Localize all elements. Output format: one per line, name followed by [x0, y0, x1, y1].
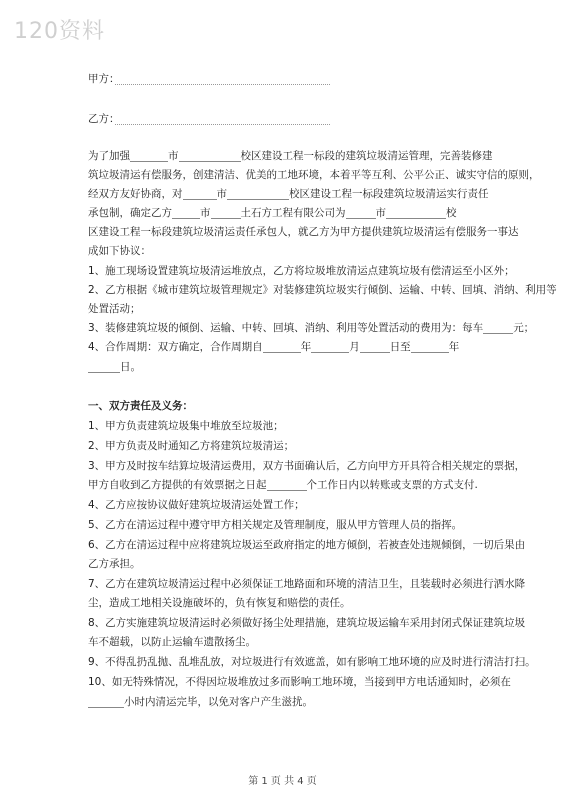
text: 市: [168, 150, 179, 162]
text: 校: [446, 207, 457, 219]
text: 承包制，确定乙方: [88, 207, 172, 219]
text: 年: [448, 341, 460, 353]
duty-6a: 6、乙方在清运过程中应将建筑垃圾运至政府指定的地方倾倒，若被查处违规倾倒，一切后果由: [88, 539, 526, 551]
blank: [411, 341, 449, 353]
party-b-line: [115, 124, 330, 125]
intro-line-2: 筑垃圾清运有偿服务，创建清洁、优美的工地环境，本着平等互利、公平公正、诚实守信的原则，: [88, 169, 540, 181]
party-a-line: [115, 84, 330, 85]
blank: [483, 322, 513, 334]
clause-1: 1、施工现场设置建筑垃圾清运堆放点，乙方将垃圾堆放清运点建筑垃圾有偿清运至小区外；: [88, 265, 515, 277]
blank: [346, 207, 376, 219]
clause-2a: 2、乙方根据《城市建筑垃圾管理规定》对装修建筑垃圾实行倾倒、运输、中转、回填、消纳、利用等: [88, 284, 557, 296]
text: 经双方友好协商，对: [88, 188, 183, 200]
text: 日。: [120, 361, 141, 373]
text: 甲方自收到乙方提供的有效票据之日起: [88, 479, 267, 491]
blank: [88, 696, 124, 708]
intro-line-4: [88, 207, 457, 219]
party-a-label: 甲方：: [88, 73, 120, 85]
blank: [183, 188, 217, 200]
blank: [263, 341, 301, 353]
blank: [172, 207, 200, 219]
duty-4: 4、乙方应按协议做好建筑垃圾清运处置工作；: [88, 499, 305, 511]
intro-line-5: 区建设工程一标段建筑垃圾清运责任承包人，就乙方为甲方提供建筑垃圾清运有偿服务一事达: [88, 226, 519, 238]
text: 校区建设工程一标段建筑垃圾清运实行责任: [289, 188, 489, 200]
text: 校区建设工程一标段的建筑垃圾清运管理，完善装修建: [240, 150, 493, 162]
duty-10b: [88, 696, 313, 708]
duty-3b: [88, 479, 478, 491]
clause-2b: 处置活动；: [88, 303, 141, 315]
duty-2: 2、甲方负责及时通知乙方将建筑垃圾清运；: [88, 440, 295, 452]
text: 月: [349, 341, 360, 353]
section-title: 一、双方责任及义务：: [88, 400, 193, 412]
intro-line-6: 成如下协议：: [88, 245, 151, 257]
duty-3a: 3、甲方及时按车结算垃圾清运费用，双方书面确认后，乙方向甲方开具符合相关规定的票据，: [88, 460, 526, 472]
text: 元；: [513, 322, 535, 334]
duty-9: 9、不得乱扔乱抛、乱堆乱放，对垃圾进行有效遮盖，如有影响工地环境的应及时进行清洁打扫。: [88, 656, 536, 668]
blank: [227, 188, 289, 200]
blank: [386, 207, 446, 219]
text: 市: [375, 207, 386, 219]
text: 市: [200, 207, 211, 219]
intro-line-3: [88, 188, 489, 200]
blank: [267, 479, 307, 491]
text: 3、装修建筑垃圾的倾倒、运输、中转、回填、消纳、利用等处置活动的费用为：每车: [88, 322, 484, 334]
duty-7a: 7、乙方在建筑垃圾清运过程中必须保证工地路面和环境的清洁卫生，且装载时必须进行洒水降: [88, 578, 526, 590]
duty-1: 1、甲方负责建筑垃圾集中堆放至垃圾池；: [88, 420, 284, 432]
party-b-label: 乙方：: [88, 113, 120, 125]
duty-8a: 8、乙方实施建筑垃圾清运时必须做好扬尘处理措施，建筑垃圾运输车采用封闭式保证建筑垃圾: [88, 617, 526, 629]
clause-4a: [88, 341, 459, 353]
text: 市: [216, 188, 227, 200]
duty-5: 5、乙方在清运过程中遵守甲方相关规定及管理制度，服从甲方管理人员的指挥。: [88, 519, 463, 531]
intro-line-1: [88, 150, 493, 162]
clause-3: [88, 322, 534, 334]
blank: [360, 341, 390, 353]
text: 土石方工程有限公司为: [240, 207, 346, 219]
page-footer: 第 1 页 共 4 页: [248, 776, 317, 787]
clause-4b: [88, 361, 141, 373]
text: 日至: [389, 341, 411, 353]
duty-10a: 10、如无特殊情况，不得因垃圾堆放过多而影响工地环境，当接到甲方电话通知时，必须在: [88, 676, 511, 688]
blank: [211, 207, 241, 219]
text: 4、合作周期：双方确定，合作周期自: [88, 341, 263, 353]
blank: [88, 361, 120, 373]
text: 为了加强: [88, 150, 130, 162]
text: 年: [300, 341, 312, 353]
blank: [130, 150, 168, 162]
text: 个工作日内以转账或支票的方式支付.: [306, 479, 478, 491]
watermark-logo: 120资料: [14, 19, 105, 44]
duty-6b: 乙方承担。: [88, 558, 141, 570]
blank: [179, 150, 241, 162]
blank: [311, 341, 349, 353]
duty-7b: 尘，造成工地相关设施破坏的，负有恢复和赔偿的责任。: [88, 597, 351, 609]
duty-8b: 车不超载，以防止运输车遗散扬尘。: [88, 636, 256, 648]
text: 小时内清运完毕，以免对客户产生滋扰。: [124, 696, 313, 708]
